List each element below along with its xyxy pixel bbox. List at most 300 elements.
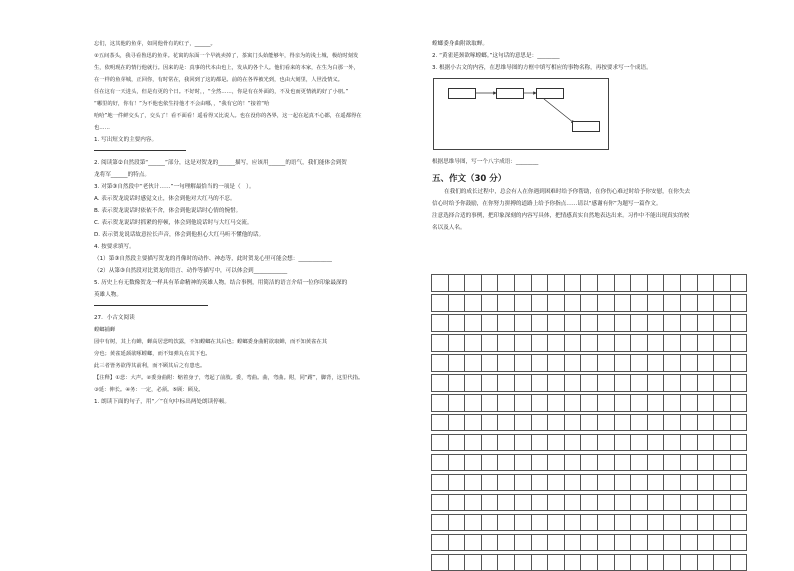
grid-cell[interactable] bbox=[498, 294, 515, 311]
grid-cell[interactable] bbox=[448, 394, 465, 411]
grid-cell[interactable] bbox=[680, 534, 697, 551]
grid-cell[interactable] bbox=[432, 394, 449, 411]
grid-cell[interactable] bbox=[697, 494, 714, 511]
grid-cell[interactable] bbox=[481, 454, 498, 471]
grid-cell[interactable] bbox=[548, 474, 565, 491]
grid-cell[interactable] bbox=[432, 334, 449, 351]
grid-cell[interactable] bbox=[548, 374, 565, 391]
grid-cell[interactable] bbox=[680, 334, 697, 351]
grid-cell[interactable] bbox=[481, 314, 498, 331]
grid-cell[interactable] bbox=[448, 294, 465, 311]
grid-cell[interactable] bbox=[697, 474, 714, 491]
grid-cell[interactable] bbox=[597, 334, 614, 351]
grid-cell[interactable] bbox=[680, 394, 697, 411]
grid-cell[interactable] bbox=[714, 554, 731, 571]
grid-cell[interactable] bbox=[581, 554, 598, 571]
grid-cell[interactable] bbox=[714, 334, 731, 351]
grid-cell[interactable] bbox=[614, 554, 631, 571]
grid-cell[interactable] bbox=[631, 494, 648, 511]
grid-cell[interactable] bbox=[531, 474, 548, 491]
grid-cell[interactable] bbox=[597, 374, 614, 391]
grid-cell[interactable] bbox=[597, 474, 614, 491]
grid-cell[interactable] bbox=[564, 554, 581, 571]
grid-cell[interactable] bbox=[664, 414, 681, 431]
grid-cell[interactable] bbox=[564, 474, 581, 491]
grid-cell[interactable] bbox=[730, 434, 747, 451]
grid-cell[interactable] bbox=[730, 374, 747, 391]
grid-cell[interactable] bbox=[647, 374, 664, 391]
grid-cell[interactable] bbox=[697, 374, 714, 391]
grid-cell[interactable] bbox=[730, 334, 747, 351]
grid-cell[interactable] bbox=[548, 314, 565, 331]
grid-cell[interactable] bbox=[548, 294, 565, 311]
grid-cell[interactable] bbox=[581, 374, 598, 391]
grid-cell[interactable] bbox=[730, 314, 747, 331]
grid-cell[interactable] bbox=[481, 294, 498, 311]
grid-cell[interactable] bbox=[581, 414, 598, 431]
grid-cell[interactable] bbox=[730, 294, 747, 311]
grid-cell[interactable] bbox=[531, 374, 548, 391]
grid-cell[interactable] bbox=[481, 434, 498, 451]
grid-cell[interactable] bbox=[581, 474, 598, 491]
grid-row bbox=[432, 354, 747, 371]
grid-cell[interactable] bbox=[581, 534, 598, 551]
grid-cell[interactable] bbox=[730, 514, 747, 531]
grid-cell[interactable] bbox=[631, 394, 648, 411]
grid-cell[interactable] bbox=[614, 334, 631, 351]
grid-cell[interactable] bbox=[631, 454, 648, 471]
grid-cell[interactable] bbox=[514, 294, 531, 311]
grid-cell[interactable] bbox=[498, 494, 515, 511]
grid-cell[interactable] bbox=[498, 474, 515, 491]
grid-cell[interactable] bbox=[697, 434, 714, 451]
grid-cell[interactable] bbox=[514, 514, 531, 531]
grid-cell[interactable] bbox=[714, 314, 731, 331]
grid-cell[interactable] bbox=[514, 454, 531, 471]
grid-cell[interactable] bbox=[514, 374, 531, 391]
grid-cell[interactable] bbox=[730, 454, 747, 471]
grid-cell[interactable] bbox=[564, 334, 581, 351]
grid-cell[interactable] bbox=[664, 434, 681, 451]
grid-cell[interactable] bbox=[564, 354, 581, 371]
grid-cell[interactable] bbox=[597, 494, 614, 511]
grid-cell[interactable] bbox=[614, 354, 631, 371]
answer-line[interactable] bbox=[94, 305, 208, 306]
grid-cell[interactable] bbox=[498, 514, 515, 531]
grid-cell[interactable] bbox=[564, 294, 581, 311]
grid-cell[interactable] bbox=[614, 514, 631, 531]
grid-cell[interactable] bbox=[548, 275, 565, 292]
grid-cell[interactable] bbox=[498, 314, 515, 331]
grid-cell[interactable] bbox=[465, 414, 482, 431]
grid-cell[interactable] bbox=[531, 554, 548, 571]
grid-cell[interactable] bbox=[714, 275, 731, 292]
grid-cell[interactable] bbox=[448, 514, 465, 531]
grid-cell[interactable] bbox=[448, 554, 465, 571]
grid-cell[interactable] bbox=[432, 554, 449, 571]
grid-cell[interactable] bbox=[664, 514, 681, 531]
grid-cell[interactable] bbox=[432, 474, 449, 491]
grid-cell[interactable] bbox=[697, 334, 714, 351]
grid-cell[interactable] bbox=[531, 354, 548, 371]
answer-line[interactable] bbox=[94, 150, 186, 151]
grid-cell[interactable] bbox=[597, 434, 614, 451]
grid-cell[interactable] bbox=[564, 534, 581, 551]
grid-cell[interactable] bbox=[581, 354, 598, 371]
grid-cell[interactable] bbox=[697, 454, 714, 471]
grid-cell[interactable] bbox=[581, 494, 598, 511]
grid-cell[interactable] bbox=[631, 474, 648, 491]
grid-cell[interactable] bbox=[714, 534, 731, 551]
grid-cell[interactable] bbox=[714, 454, 731, 471]
grid-cell[interactable] bbox=[647, 314, 664, 331]
grid-cell[interactable] bbox=[581, 334, 598, 351]
grid-cell[interactable] bbox=[697, 314, 714, 331]
grid-cell[interactable] bbox=[514, 554, 531, 571]
grid-cell[interactable] bbox=[564, 454, 581, 471]
grid-cell[interactable] bbox=[581, 275, 598, 292]
grid-cell[interactable] bbox=[730, 474, 747, 491]
grid-cell[interactable] bbox=[597, 314, 614, 331]
grid-cell[interactable] bbox=[614, 314, 631, 331]
grid-cell[interactable] bbox=[432, 534, 449, 551]
grid-cell[interactable] bbox=[514, 474, 531, 491]
grid-cell[interactable] bbox=[465, 275, 482, 292]
grid-cell[interactable] bbox=[730, 494, 747, 511]
grid-cell[interactable] bbox=[548, 554, 565, 571]
grid-cell[interactable] bbox=[581, 434, 598, 451]
grid-cell[interactable] bbox=[548, 334, 565, 351]
grid-cell[interactable] bbox=[680, 554, 697, 571]
grid-cell[interactable] bbox=[514, 334, 531, 351]
grid-row bbox=[432, 394, 747, 411]
grid-cell[interactable] bbox=[647, 434, 664, 451]
grid-cell[interactable] bbox=[481, 494, 498, 511]
grid-cell[interactable] bbox=[465, 474, 482, 491]
grid-cell[interactable] bbox=[564, 514, 581, 531]
grid-cell[interactable] bbox=[647, 534, 664, 551]
grid-cell[interactable] bbox=[481, 534, 498, 551]
grid-cell[interactable] bbox=[498, 434, 515, 451]
grid-cell[interactable] bbox=[548, 434, 565, 451]
grid-cell[interactable] bbox=[647, 275, 664, 292]
grid-cell[interactable] bbox=[730, 554, 747, 571]
grid-cell[interactable] bbox=[498, 414, 515, 431]
grid-cell[interactable] bbox=[531, 494, 548, 511]
grid-cell[interactable] bbox=[631, 294, 648, 311]
grid-cell[interactable] bbox=[581, 294, 598, 311]
grid-cell[interactable] bbox=[730, 534, 747, 551]
grid-cell[interactable] bbox=[647, 554, 664, 571]
grid-cell[interactable] bbox=[680, 494, 697, 511]
question-1: 1. 写出短文的主要内容。 bbox=[94, 137, 158, 143]
grid-cell[interactable] bbox=[448, 474, 465, 491]
grid-cell[interactable] bbox=[714, 354, 731, 371]
grid-cell[interactable] bbox=[564, 494, 581, 511]
grid-cell[interactable] bbox=[465, 554, 482, 571]
grid-cell[interactable] bbox=[597, 454, 614, 471]
grid-cell[interactable] bbox=[432, 414, 449, 431]
grid-cell[interactable] bbox=[647, 334, 664, 351]
grid-cell[interactable] bbox=[597, 414, 614, 431]
grid-cell[interactable] bbox=[664, 374, 681, 391]
grid-cell[interactable] bbox=[631, 434, 648, 451]
grid-cell[interactable] bbox=[597, 554, 614, 571]
grid-cell[interactable] bbox=[697, 354, 714, 371]
grid-cell[interactable] bbox=[664, 394, 681, 411]
mind-map-box[interactable] bbox=[536, 88, 564, 99]
grid-cell[interactable] bbox=[664, 494, 681, 511]
grid-cell[interactable] bbox=[564, 434, 581, 451]
grid-cell[interactable] bbox=[432, 434, 449, 451]
grid-cell[interactable] bbox=[448, 275, 465, 292]
grid-cell[interactable] bbox=[531, 414, 548, 431]
grid-cell[interactable] bbox=[697, 394, 714, 411]
grid-cell[interactable] bbox=[597, 294, 614, 311]
grid-cell[interactable] bbox=[664, 454, 681, 471]
grid-cell[interactable] bbox=[498, 394, 515, 411]
grid-cell[interactable] bbox=[514, 394, 531, 411]
grid-cell[interactable] bbox=[581, 454, 598, 471]
grid-cell[interactable] bbox=[481, 474, 498, 491]
grid-cell[interactable] bbox=[680, 294, 697, 311]
grid-cell[interactable] bbox=[432, 514, 449, 531]
grid-cell[interactable] bbox=[465, 314, 482, 331]
grid-cell[interactable] bbox=[714, 374, 731, 391]
grid-cell[interactable] bbox=[647, 474, 664, 491]
grid-cell[interactable] bbox=[730, 275, 747, 292]
essay-writing-grid[interactable] bbox=[431, 274, 747, 571]
grid-cell[interactable] bbox=[664, 554, 681, 571]
grid-cell[interactable] bbox=[680, 275, 697, 292]
grid-cell[interactable] bbox=[448, 354, 465, 371]
grid-cell[interactable] bbox=[548, 534, 565, 551]
grid-cell[interactable] bbox=[465, 494, 482, 511]
grid-cell[interactable] bbox=[614, 294, 631, 311]
grid-cell[interactable] bbox=[597, 354, 614, 371]
grid-cell[interactable] bbox=[597, 394, 614, 411]
grid-cell[interactable] bbox=[631, 314, 648, 331]
grid-cell[interactable] bbox=[465, 454, 482, 471]
grid-cell[interactable] bbox=[730, 394, 747, 411]
grid-cell[interactable] bbox=[680, 374, 697, 391]
grid-cell[interactable] bbox=[548, 454, 565, 471]
grid-cell[interactable] bbox=[680, 454, 697, 471]
grid-cell[interactable] bbox=[465, 534, 482, 551]
grid-cell[interactable] bbox=[548, 414, 565, 431]
grid-cell[interactable] bbox=[597, 534, 614, 551]
grid-cell[interactable] bbox=[465, 354, 482, 371]
grid-cell[interactable] bbox=[531, 434, 548, 451]
grid-cell[interactable] bbox=[531, 294, 548, 311]
grid-cell[interactable] bbox=[465, 374, 482, 391]
grid-cell[interactable] bbox=[498, 534, 515, 551]
grid-cell[interactable] bbox=[432, 314, 449, 331]
grid-cell[interactable] bbox=[514, 414, 531, 431]
notes: 【注释】①悲：大声。②委身曲附：缩着身子，弯起了前肢。委，弯曲。曲，弯曲。附，同“跗”，脚背，这里代指。 bbox=[94, 375, 364, 381]
grid-cell[interactable] bbox=[664, 314, 681, 331]
grid-cell[interactable] bbox=[631, 514, 648, 531]
grid-cell[interactable] bbox=[531, 275, 548, 292]
grid-cell[interactable] bbox=[481, 334, 498, 351]
grid-cell[interactable] bbox=[714, 414, 731, 431]
grid-cell[interactable] bbox=[614, 275, 631, 292]
grid-row bbox=[432, 554, 747, 571]
grid-cell[interactable] bbox=[548, 494, 565, 511]
grid-cell[interactable] bbox=[498, 374, 515, 391]
grid-cell[interactable] bbox=[631, 414, 648, 431]
grid-cell[interactable] bbox=[481, 414, 498, 431]
grid-cell[interactable] bbox=[647, 414, 664, 431]
grid-cell[interactable] bbox=[597, 275, 614, 292]
grid-cell[interactable] bbox=[631, 374, 648, 391]
grid-cell[interactable] bbox=[465, 394, 482, 411]
grid-cell[interactable] bbox=[564, 394, 581, 411]
grid-cell[interactable] bbox=[514, 434, 531, 451]
grid-cell[interactable] bbox=[614, 394, 631, 411]
grid-cell[interactable] bbox=[498, 334, 515, 351]
poem-line: 此三者皆务欲得其前利，而不顾其后之有患也。 bbox=[94, 363, 206, 369]
grid-cell[interactable] bbox=[481, 514, 498, 531]
grid-cell[interactable] bbox=[581, 514, 598, 531]
grid-cell[interactable] bbox=[564, 374, 581, 391]
grid-cell[interactable] bbox=[597, 514, 614, 531]
grid-cell[interactable] bbox=[514, 494, 531, 511]
question-3: 3. 对第③自然段中“老伙计……”一句理解最恰当的一项是（ ）。 bbox=[94, 184, 255, 190]
grid-cell[interactable] bbox=[564, 275, 581, 292]
grid-cell[interactable] bbox=[448, 334, 465, 351]
grid-cell[interactable] bbox=[448, 434, 465, 451]
grid-cell[interactable] bbox=[432, 354, 449, 371]
grid-row bbox=[432, 534, 747, 551]
grid-cell[interactable] bbox=[465, 334, 482, 351]
grid-cell[interactable] bbox=[631, 554, 648, 571]
grid-cell[interactable] bbox=[664, 354, 681, 371]
grid-cell[interactable] bbox=[730, 414, 747, 431]
grid-cell[interactable] bbox=[514, 534, 531, 551]
grid-cell[interactable] bbox=[498, 275, 515, 292]
grid-cell[interactable] bbox=[448, 374, 465, 391]
grid-cell[interactable] bbox=[531, 314, 548, 331]
grid-cell[interactable] bbox=[631, 534, 648, 551]
grid-cell[interactable] bbox=[680, 414, 697, 431]
grid-cell[interactable] bbox=[514, 275, 531, 292]
grid-cell[interactable] bbox=[548, 514, 565, 531]
grid-cell[interactable] bbox=[465, 294, 482, 311]
grid-cell[interactable] bbox=[432, 374, 449, 391]
grid-cell[interactable] bbox=[631, 354, 648, 371]
grid-cell[interactable] bbox=[614, 494, 631, 511]
grid-cell[interactable] bbox=[631, 275, 648, 292]
grid-cell[interactable] bbox=[448, 534, 465, 551]
grid-cell[interactable] bbox=[614, 454, 631, 471]
grid-cell[interactable] bbox=[614, 474, 631, 491]
grid-cell[interactable] bbox=[465, 514, 482, 531]
grid-cell[interactable] bbox=[514, 314, 531, 331]
grid-cell[interactable] bbox=[581, 314, 598, 331]
grid-cell[interactable] bbox=[647, 354, 664, 371]
grid-cell[interactable] bbox=[697, 414, 714, 431]
grid-cell[interactable] bbox=[448, 494, 465, 511]
grid-cell[interactable] bbox=[548, 354, 565, 371]
grid-cell[interactable] bbox=[647, 394, 664, 411]
grid-cell[interactable] bbox=[514, 354, 531, 371]
grid-cell[interactable] bbox=[631, 334, 648, 351]
grid-cell[interactable] bbox=[448, 314, 465, 331]
grid-cell[interactable] bbox=[680, 474, 697, 491]
grid-cell[interactable] bbox=[531, 514, 548, 531]
grid-cell[interactable] bbox=[432, 494, 449, 511]
grid-cell[interactable] bbox=[664, 275, 681, 292]
grid-cell[interactable] bbox=[531, 394, 548, 411]
grid-cell[interactable] bbox=[697, 534, 714, 551]
grid-cell[interactable] bbox=[680, 354, 697, 371]
grid-cell[interactable] bbox=[664, 534, 681, 551]
grid-cell[interactable] bbox=[614, 414, 631, 431]
grid-cell[interactable] bbox=[432, 275, 449, 292]
grid-cell[interactable] bbox=[432, 454, 449, 471]
grid-cell[interactable] bbox=[664, 294, 681, 311]
grid-cell[interactable] bbox=[680, 514, 697, 531]
grid-cell[interactable] bbox=[498, 454, 515, 471]
grid-cell[interactable] bbox=[714, 474, 731, 491]
grid-cell[interactable] bbox=[498, 354, 515, 371]
grid-cell[interactable] bbox=[531, 454, 548, 471]
grid-cell[interactable] bbox=[581, 394, 598, 411]
grid-cell[interactable] bbox=[714, 514, 731, 531]
grid-cell[interactable] bbox=[714, 494, 731, 511]
grid-cell[interactable] bbox=[680, 314, 697, 331]
grid-cell[interactable] bbox=[531, 334, 548, 351]
mind-map-box[interactable] bbox=[496, 88, 524, 99]
grid-cell[interactable] bbox=[531, 534, 548, 551]
grid-cell[interactable] bbox=[548, 394, 565, 411]
grid-cell[interactable] bbox=[448, 454, 465, 471]
grid-cell[interactable] bbox=[714, 294, 731, 311]
grid-cell[interactable] bbox=[697, 514, 714, 531]
grid-cell[interactable] bbox=[647, 514, 664, 531]
grid-cell[interactable] bbox=[714, 434, 731, 451]
grid-cell[interactable] bbox=[730, 354, 747, 371]
grid-cell[interactable] bbox=[432, 294, 449, 311]
grid-cell[interactable] bbox=[481, 374, 498, 391]
grid-cell[interactable] bbox=[714, 394, 731, 411]
grid-cell[interactable] bbox=[498, 554, 515, 571]
grid-cell[interactable] bbox=[664, 474, 681, 491]
grid-cell[interactable] bbox=[481, 354, 498, 371]
grid-cell[interactable] bbox=[481, 394, 498, 411]
grid-cell[interactable] bbox=[481, 554, 498, 571]
grid-cell[interactable] bbox=[465, 434, 482, 451]
grid-cell[interactable] bbox=[564, 314, 581, 331]
grid-cell[interactable] bbox=[614, 534, 631, 551]
grid-cell[interactable] bbox=[448, 414, 465, 431]
grid-cell[interactable] bbox=[647, 294, 664, 311]
grid-cell[interactable] bbox=[697, 554, 714, 571]
grid-cell[interactable] bbox=[481, 275, 498, 292]
grid-cell[interactable] bbox=[697, 294, 714, 311]
grid-cell[interactable] bbox=[614, 374, 631, 391]
mind-map-box[interactable] bbox=[448, 88, 476, 99]
grid-cell[interactable] bbox=[664, 334, 681, 351]
grid-cell[interactable] bbox=[614, 434, 631, 451]
grid-cell[interactable] bbox=[680, 434, 697, 451]
grid-cell[interactable] bbox=[647, 454, 664, 471]
grid-cell[interactable] bbox=[647, 494, 664, 511]
grid-cell[interactable] bbox=[564, 414, 581, 431]
grid-cell[interactable] bbox=[697, 275, 714, 292]
mind-map-box[interactable] bbox=[572, 121, 600, 132]
